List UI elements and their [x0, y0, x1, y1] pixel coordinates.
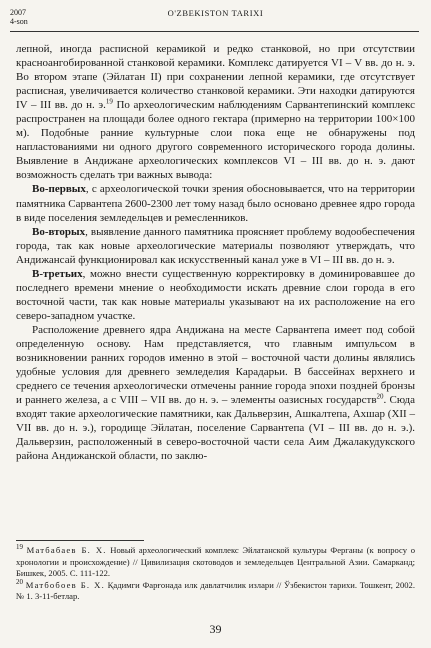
footnote-ref-19: 19	[105, 97, 113, 106]
footnote-20: $^{20}$ Матбобоев Б. Х. Қадимги Фарғонада илк давлатчилик излари // Ўзбекистон тарихи. Тошкент, 2002. № 1. 3-11-бетлар.	[16, 577, 415, 601]
footnote-ref-20: 20	[376, 392, 384, 401]
footnote-19: $^{19}$ Матбабаев Б. Х. Новый археологический комплекс Эйлатанской культуры Ферганы (к вопросу о хронологии и происхождение) // Цивилизация скотоводов и земледельцев Центральной Азии. Самарканд; Бишкек, 2005. С. 111-122.	[16, 543, 415, 578]
paragraph-1: лепной, иногда расписной керамикой и редко станковой, но при отсутствии краснoангобированной станковой керамики. Комплекс датируется VI – V вв. до н. э. Во втором этапе (Эйлатан II) при сохранении лепной керамики, где отсутствует расписная, увеличивается количество станковой керамики. Эти находки датируются IV – III вв. до н. э.$^{19}$ По археологическим наблюдениям Сарвантепинский комплекс распространен на площади более одного гектара (примерно на территории 100×100 м). Подобные ранние культурные слои пока еще не обнаружены под напластованиями ни одного другого современного исторического города долины. Выявление в Андижане археологических комплексов VI – III вв. до н. э. дают возможность сделать три важных вывода:	[16, 43, 415, 182]
header-year: 2007	[10, 8, 26, 17]
footnotes	[16, 545, 415, 603]
paragraph-4: В-третьих, можно внести существенную корректировку в доминировавшее до последнего времени мнение о необходимости искать древние слои города в его восточной части, так как новые материалы указывают на их расположение на его северо-западном участке.	[16, 267, 415, 322]
page-number: 39	[209, 622, 222, 636]
paragraph-3: Во-вторых, выявление данного памятника проясняет проблему водообеспечения города, так как новые археологические материалы позволяют утверждать, что Андижансай функционировал как искусственный канал уже в VI – III вв. до н. э.	[16, 225, 415, 266]
paragraph-5: Расположение древнего ядра Андижана на месте Сарвантепа имеет под собой определенную основу. Нам представляется, что главным импульсом в возникновении ранних городов именно в этой – восточной части долины являлись удобные условия для древнего земледелия Карадарьи. В бассейнах верхнего и среднего се течения археологически отмечены ранние города эпохи поздней бронзы и раннего железа, а с VIII – VII вв. до н. э. – элементы оазисных государств$^{20}$. Сюда входят такие археологические памятники, как Дальверзин, Ашкалтепа, Ахшар (XII – VII вв. до н. э.), городище Эйлатан, поселение Сарвантепа (VI – III вв. до н. э.). Дальверзин, расположенный в северо-восточной части села Аим Джалакудукского района Андижанской области, по заклю-	[16, 323, 416, 463]
paragraph-lead: Во-вторых	[32, 225, 86, 238]
header-rule	[10, 31, 419, 32]
footnote-author: Матбабаев Б. Х.	[26, 545, 107, 555]
paragraph-2: Во-первых, с археологической точки зрения обосновывается, что на территории памятника Сарвантепа 2600-2300 лет тому назад было основано древнее ядро города в виде поселения земледельцев и ремесленников.	[16, 183, 415, 224]
header-issue: 4-son	[10, 17, 28, 26]
journal-title: O'ZBEKISTON TARIXI	[167, 8, 264, 18]
footnote-author: Матбобоев Б. Х.	[25, 579, 105, 590]
main-text	[16, 42, 415, 463]
footnote-rule	[16, 540, 144, 541]
paragraph-lead: В-третьих	[32, 267, 83, 280]
paragraph-lead: Во-первых	[32, 183, 86, 196]
